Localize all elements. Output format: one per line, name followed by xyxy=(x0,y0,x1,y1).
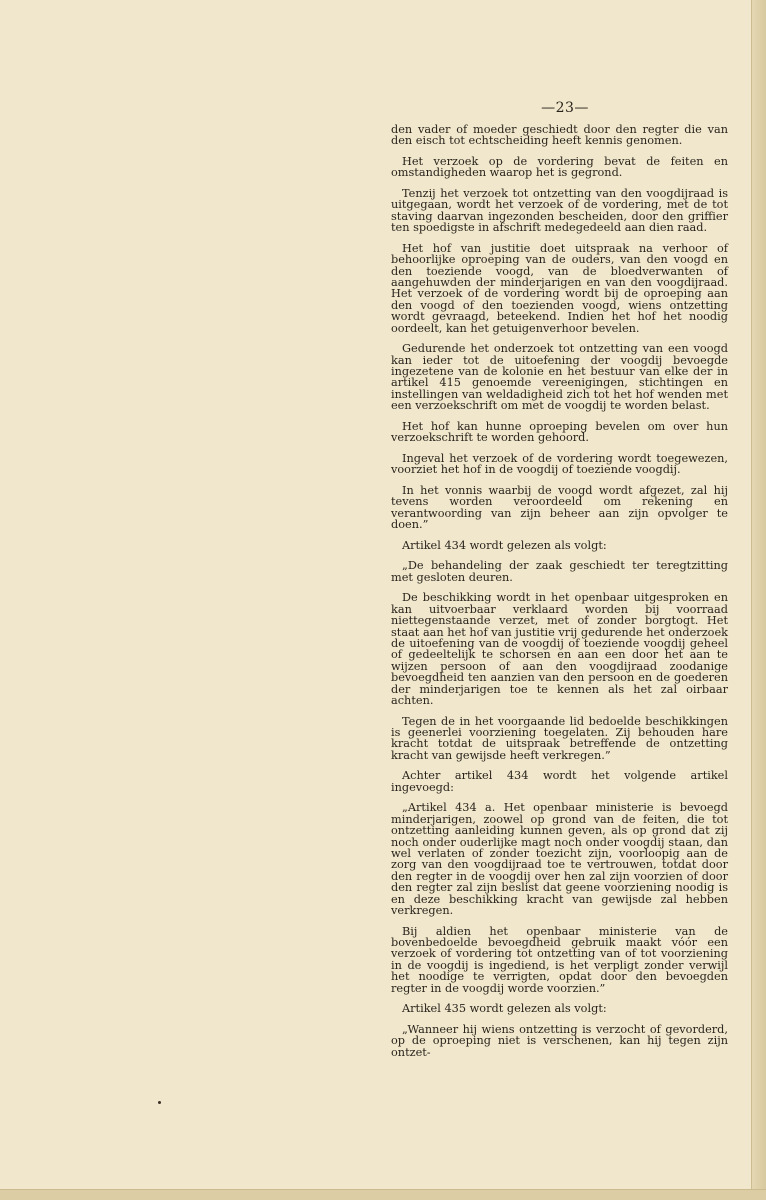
paragraph-17: „Wanneer hij wiens ontzetting is verzocht of gevorderd, op de oproeping niet is verschenen, kan hij tegen zijn ontzet- xyxy=(391,1022,728,1059)
paragraph-16: Artikel 435 wordt gelezen als volgt: xyxy=(402,1002,607,1016)
paragraph-11: De beschikking wordt in het openbaar uitgesproken en kan uitvoerbaar verklaard worden bij voorraad niettegenstaande verzet, met of zonder borgtogt. Het staat aan het hof van justitie vrij gedurende het onderzoek de uitoefening van de voogdij of toeziende voogdij geheel of gedeeltelijk te schorsen en aan een door het aan te wijzen persoon of aan den voogdijraad zoodanige bevoegdheid ten aanzien van den persoon en de goederen der minderjarigen toe te kennen als het zal oirbaar achten. xyxy=(391,591,728,707)
paragraph-4: Het hof van justitie doet uitspraak na verhoor of behoorlijke oproeping van de ouders, van den voogd en den toeziende voogd, van de bloedverwanten of aangehuwden der minderjarigen en van den voogdijraad. Het verzoek of de vordering wordt bij de oproeping aan den voogd of den toezienden voogd, wiens ontzetting wordt gevraagd, beteekend. Indien het hof het noodig oordeelt, kan het getuigenverhoor bevelen. xyxy=(391,241,728,335)
paragraph-9: Artikel 434 wordt gelezen als volgt: xyxy=(402,538,607,552)
paragraph-12: Tegen de in het voorgaande lid bedoelde beschikkingen is geenerlei voorziening toegelaten. Zij behouden hare kracht totdat de uitspraak betreffende de ontzetting kracht van gewijsde heeft verkregen.” xyxy=(391,714,728,762)
paragraph-3: Tenzij het verzoek tot ontzetting van den voogdijraad is uitgegaan, wordt het verzoek of de vordering, met de tot staving daarvan ingezonden bescheiden, door den griffier ten spoedigste in afschrift medegedeeld aan dien raad. xyxy=(391,187,728,235)
text-column xyxy=(391,124,728,1067)
paragraph-13: Achter artikel 434 wordt het volgende artikel ingevoegd: xyxy=(391,769,728,794)
page-number: —23— xyxy=(541,100,589,116)
paragraph-8: In het vonnis waarbij de voogd wordt afgezet, zal hij tevens worden veroordeeld om rekening en verantwoording van zijn beheer aan zijn opvolger te doen.” xyxy=(391,483,728,532)
paragraph-15: Bij aldien het openbaar ministerie van de bovenbedoelde bevoegdheid gebruik maakt vóór een verzoek of vordering tot ontzetting van of tot voorziening in de voogdij is ingediend, is het verpligt zonder verwijl het noodige te verrigten, opdat door den bevoegden regter in de voogdij worde voorzien.” xyxy=(391,924,728,995)
page-right-edge xyxy=(751,0,766,1200)
paragraph-1: den vader of moeder geschiedt door den regter die van den eisch tot echtscheiding heeft kennis genomen. xyxy=(391,123,728,148)
paragraph-10: „De behandeling der zaak geschiedt ter teregtzitting met gesloten deuren. xyxy=(391,559,728,584)
paragraph-14: „Artikel 434 a. Het openbaar ministerie is bevoegd minderjarigen, zoowel op grond van de feiten, die tot ontzetting aanleiding kunnen geven, als op grond dat zij noch onder ouderlijke magt noch onder voogdij staan, dan wel verlaten of zonder toezicht zijn, voorloopig aan de zorg van den voogdijraad toe te vertrouwen, totdat door den regter in de voogdij over hen zal zijn voorzien of door den regter zal zijn beslist dat geene voorziening noodig is en deze beschikking kracht van gewijsde zal hebben verkregen. xyxy=(391,801,728,917)
page-bottom-edge xyxy=(0,1189,766,1200)
paragraph-2: Het verzoek op de vordering bevat de feiten en omstandigheden waarop het is gegrond. xyxy=(391,155,728,180)
paragraph-6: Het hof kan hunne oproeping bevelen om over hun verzoekschrift te worden gehoord. xyxy=(391,419,728,445)
paragraph-5: Gedurende het onderzoek tot ontzetting van een voogd kan ieder tot de uitoefening der voogdij bevoegde ingezetene van de kolonie en het bestuur van elke der in artikel 415 genoemde vereenigingen, stichtingen en instellingen van weldadigheid zich tot het hof wenden met een verzoekschrift om met de voogdij te worden belast. xyxy=(391,342,728,413)
ink-speck xyxy=(158,1101,161,1104)
paragraph-7: Ingeval het verzoek of de vordering wordt toegewezen, voorziet het hof in de voogdij of toeziende voogdij. xyxy=(391,451,728,477)
